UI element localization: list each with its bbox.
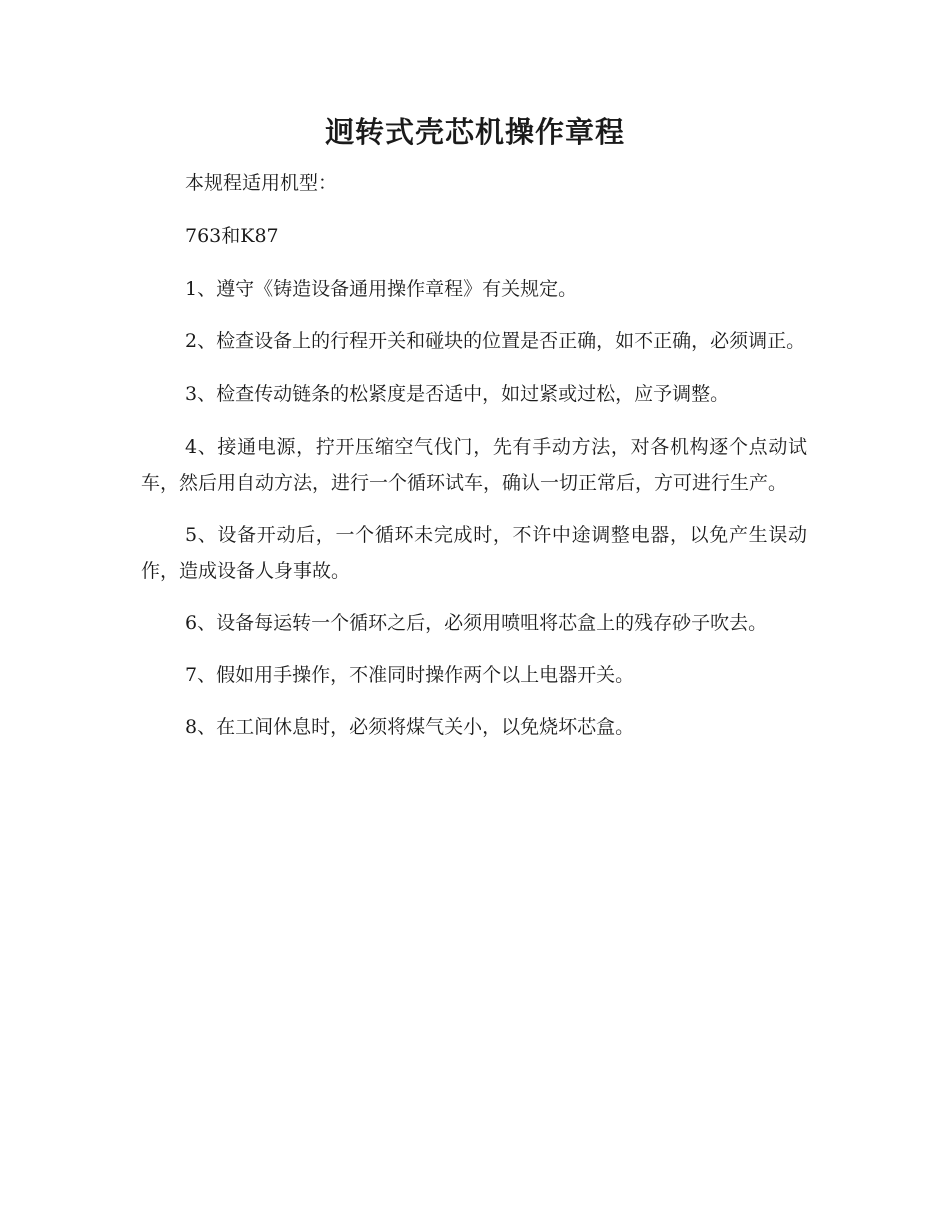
rule-item-2: 2、检查设备上的行程开关和碰块的位置是否正确，如不正确，必须调正。 — [185, 330, 806, 352]
rule-item-6: 6、设备每运转一个循环之后，必须用喷咀将芯盒上的残存砂子吹去。 — [185, 612, 768, 634]
models-paragraph: 763和K87 — [185, 225, 279, 247]
rule-item-4: 4、接通电源，拧开压缩空气伐门，先有手动方法，对各机构逐个点动试车，然后用自动方法，进行一个循环试车，确认一切正常后，方可进行生产。 — [141, 436, 807, 494]
rule-item-1: 1、遵守《铸造设备通用操作章程》有关规定。 — [185, 278, 578, 300]
intro-paragraph: 本规程适用机型： — [185, 172, 338, 194]
rule-item-7: 7、假如用手操作，不准同时操作两个以上电器开关。 — [185, 664, 635, 686]
document-body — [141, 165, 807, 745]
document-title: 迥转式壳芯机操作章程 — [324, 115, 625, 149]
rule-item-8: 8、在工间休息时，必须将煤气关小，以免烧坏芯盒。 — [185, 716, 635, 738]
rule-item-3: 3、检查传动链条的松紧度是否适中，如过紧或过松，应予调整。 — [185, 383, 730, 405]
rule-item-5: 5、设备开动后，一个循环未完成时，不许中途调整电器，以免产生误动作，造成设备人身事故。 — [141, 524, 807, 582]
